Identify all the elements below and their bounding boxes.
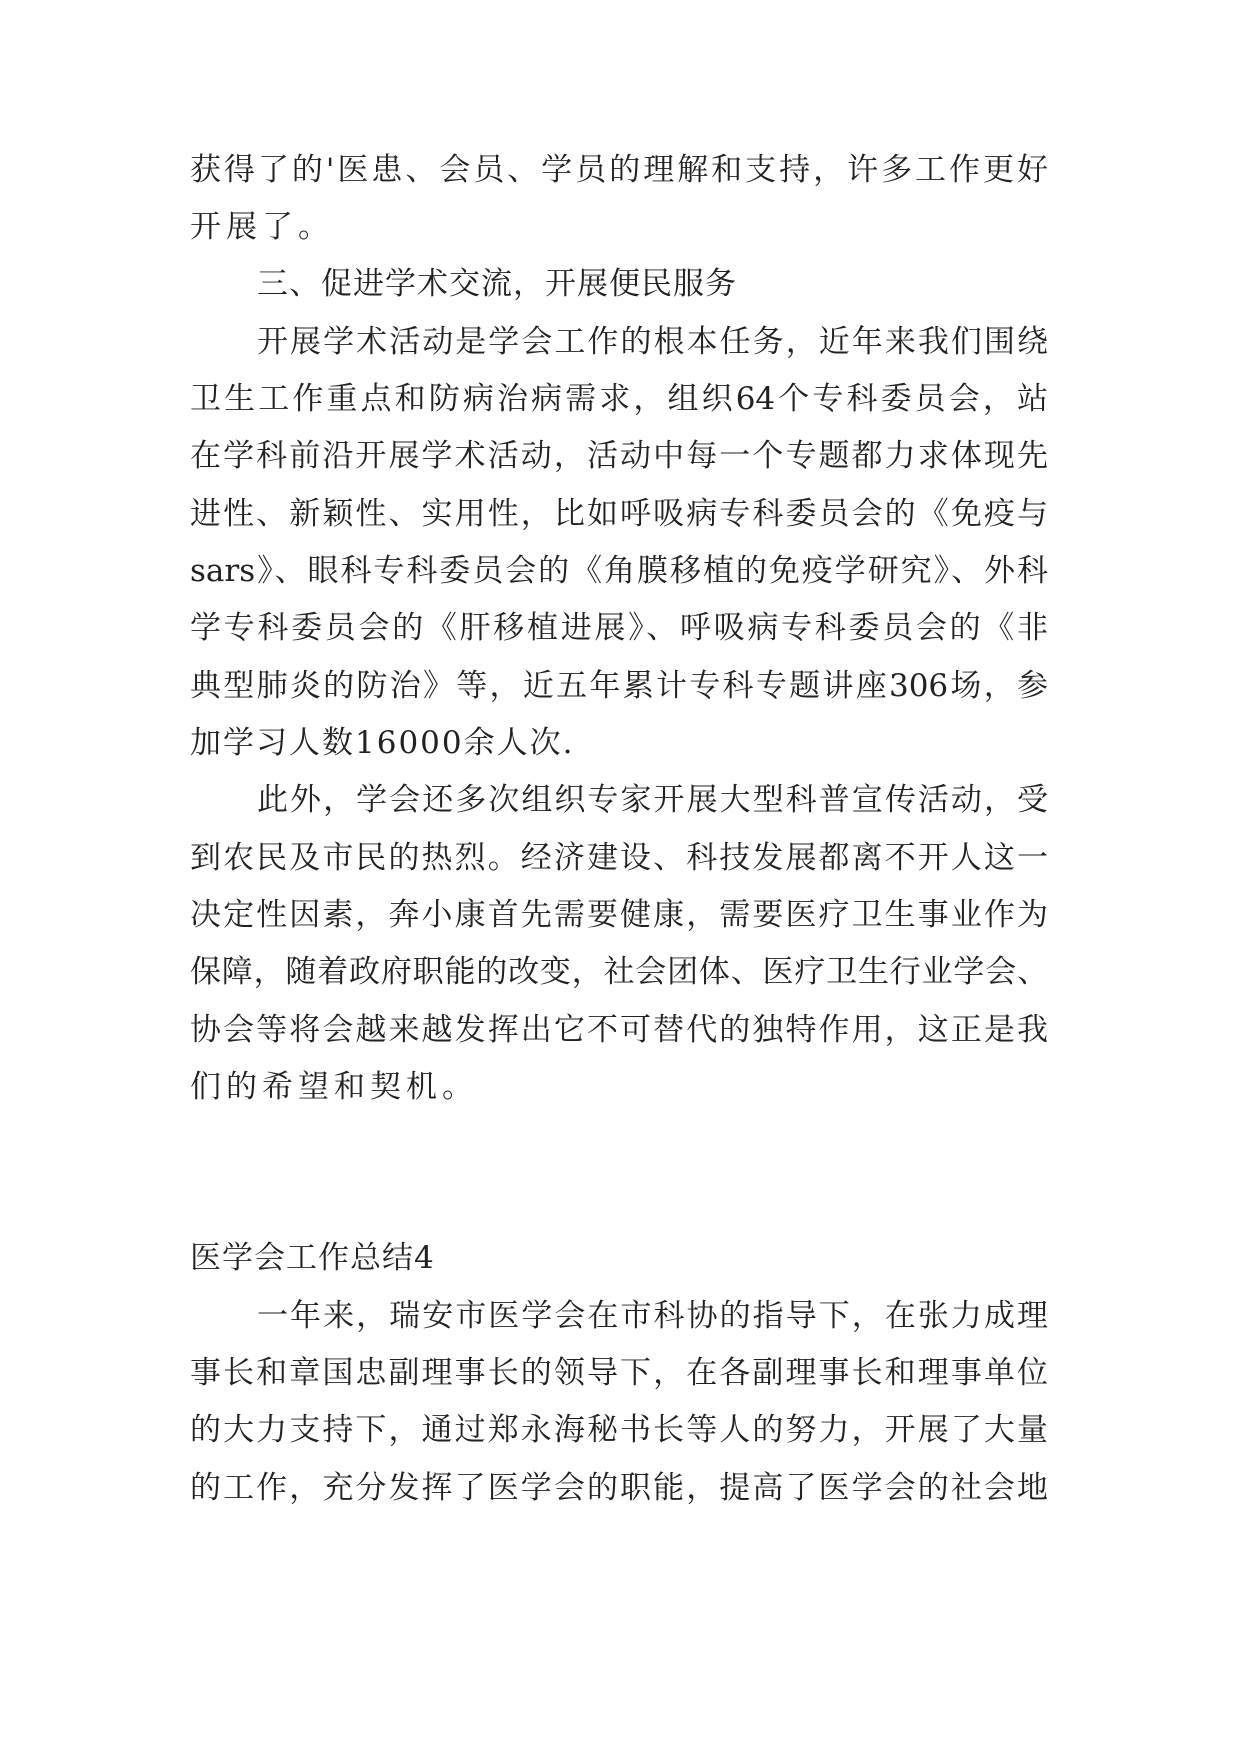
paragraph-line: 的工作，充分发挥了医学会的职能，提高了医学会的社会地 <box>190 1470 1048 1506</box>
paragraph-line: 学专科委员会的《肝移植进展》、呼吸病专科委员会的《非 <box>190 610 1048 646</box>
paragraph-line: 到农民及市民的热烈。经济建设、科技发展都离不开人这一 <box>190 840 1048 876</box>
paragraph-line: 协会等将会越来越发挥出它不可替代的独特作用，这正是我 <box>190 1012 1048 1048</box>
paragraph-line: 开展了。 <box>190 209 334 245</box>
paragraph-line: 事长和章国忠副理事长的领导下，在各副理事长和理事单位 <box>190 1355 1048 1391</box>
section-heading: 三、促进学术交流，开展便民服务 <box>257 266 737 302</box>
paragraph-line: 获得了的'医患、会员、学员的理解和支持，许多工作更好 <box>190 152 1048 188</box>
section-title: 医学会工作总结4 <box>190 1240 435 1276</box>
paragraph-line: 在学科前沿开展学术活动，活动中每一个专题都力求体现先 <box>190 438 1048 474</box>
paragraph-line: 此外，学会还多次组织专家开展大型科普宣传活动，受 <box>257 782 1048 818</box>
paragraph-line: 保障，随着政府职能的改变，社会团体、医疗卫生行业学会、 <box>190 954 1048 990</box>
paragraph-line: 进性、新颖性、实用性，比如呼吸病专科委员会的《免疫与 <box>190 496 1048 532</box>
paragraph-line: 加学习人数16000余人次. <box>190 725 575 761</box>
paragraph-line: sars》、眼科专科委员会的《角膜移植的免疫学研究》、外科 <box>190 553 1048 589</box>
paragraph-line: 卫生工作重点和防病治病需求，组织64个专科委员会，站 <box>190 381 1048 417</box>
paragraph-line: 的大力支持下，通过郑永海秘书长等人的努力，开展了大量 <box>190 1412 1048 1448</box>
paragraph-line: 决定性因素，奔小康首先需要健康，需要医疗卫生事业作为 <box>190 897 1048 933</box>
paragraph-line: 典型肺炎的防治》等，近五年累计专科专题讲座306场，参 <box>190 668 1048 704</box>
paragraph-line: 们的希望和契机。 <box>190 1069 478 1105</box>
paragraph-line: 开展学术活动是学会工作的根本任务，近年来我们围绕 <box>257 324 1048 360</box>
paragraph-line: 一年来，瑞安市医学会在市科协的指导下，在张力成理 <box>257 1298 1048 1334</box>
